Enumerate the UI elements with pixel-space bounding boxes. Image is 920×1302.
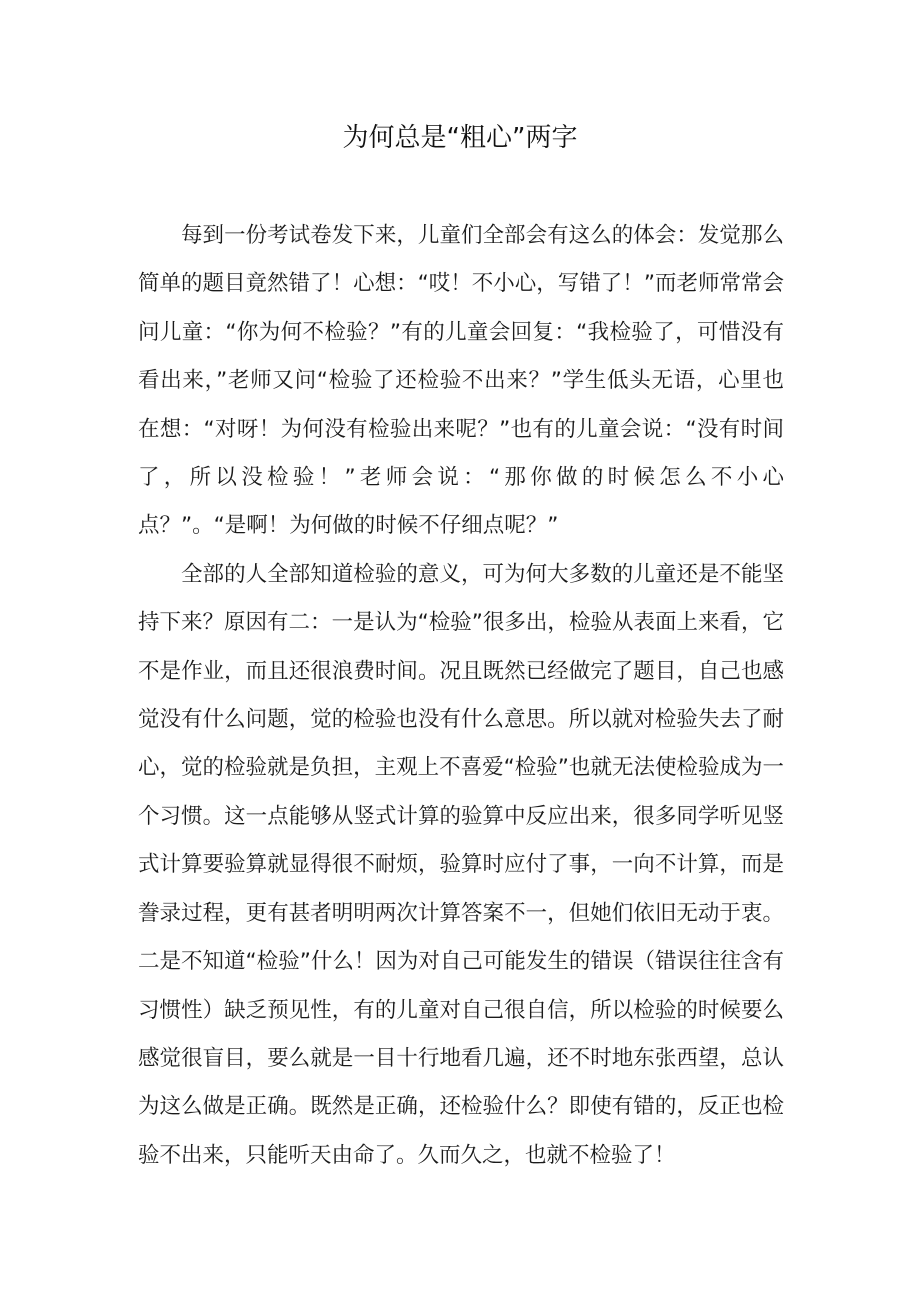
paragraph-2: 全部的人全部知道检验的意义，可为何大多数的儿童还是不能坚持下来？原因有二：一是认为“检验”很多出，检验从表面上来看，它不是作业，而且还很浪费时间。况且既然已经做完了题目，自己也感觉没有什么问题，觉的检验也没有什么意思。所以就对检验失去了耐心，觉的检验就是负担，主观上不喜爱“检验”也就无法使检验成为一个习惯。这一点能够从竖式计算的验算中反应出来，很多同学听见竖式计算要验算就显得很不耐烦，验算时应付了事，一向不计算，而是誊录过程，更有甚者明明两次计算答案不一，但她们依旧无动于衷。二是不知道“检验”什么！因为对自己可能发生的错误（错误往往含有习惯性）缺乏预见性，有的儿童对自己很自信，所以检验的时候要么感觉很盲目，要么就是一目十行地看几遍，还不时地东张西望，总认为这么做是正确。既然是正确，还检验什么？即使有错的，反正也检验不出来，只能听天由命了。久而久之，也就不检验了！ (138, 561, 784, 1168)
document-body (138, 212, 784, 1180)
document-title: 为何总是“粗心”两字 (342, 123, 578, 153)
paragraph-1: 每到一份考试卷发下来，儿童们全部会有这么的体会：发觉那么简单的题目竟然错了！心想：“哎！不小心，写错了！”而老师常常会问儿童：“你为何不检验？”有的儿童会回复：“我检验了，可惜没有看出来，”老师又问“检验了还检验不出来？”学生低头无语，心里也在想：“对呀！为何没有检验出来呢？”也有的儿童会说：“没有时间了，所以没检验！”老师会说：“那你做的时候怎么不小心点？”。“是啊！为何做的时候不仔细点呢？” (138, 223, 784, 539)
